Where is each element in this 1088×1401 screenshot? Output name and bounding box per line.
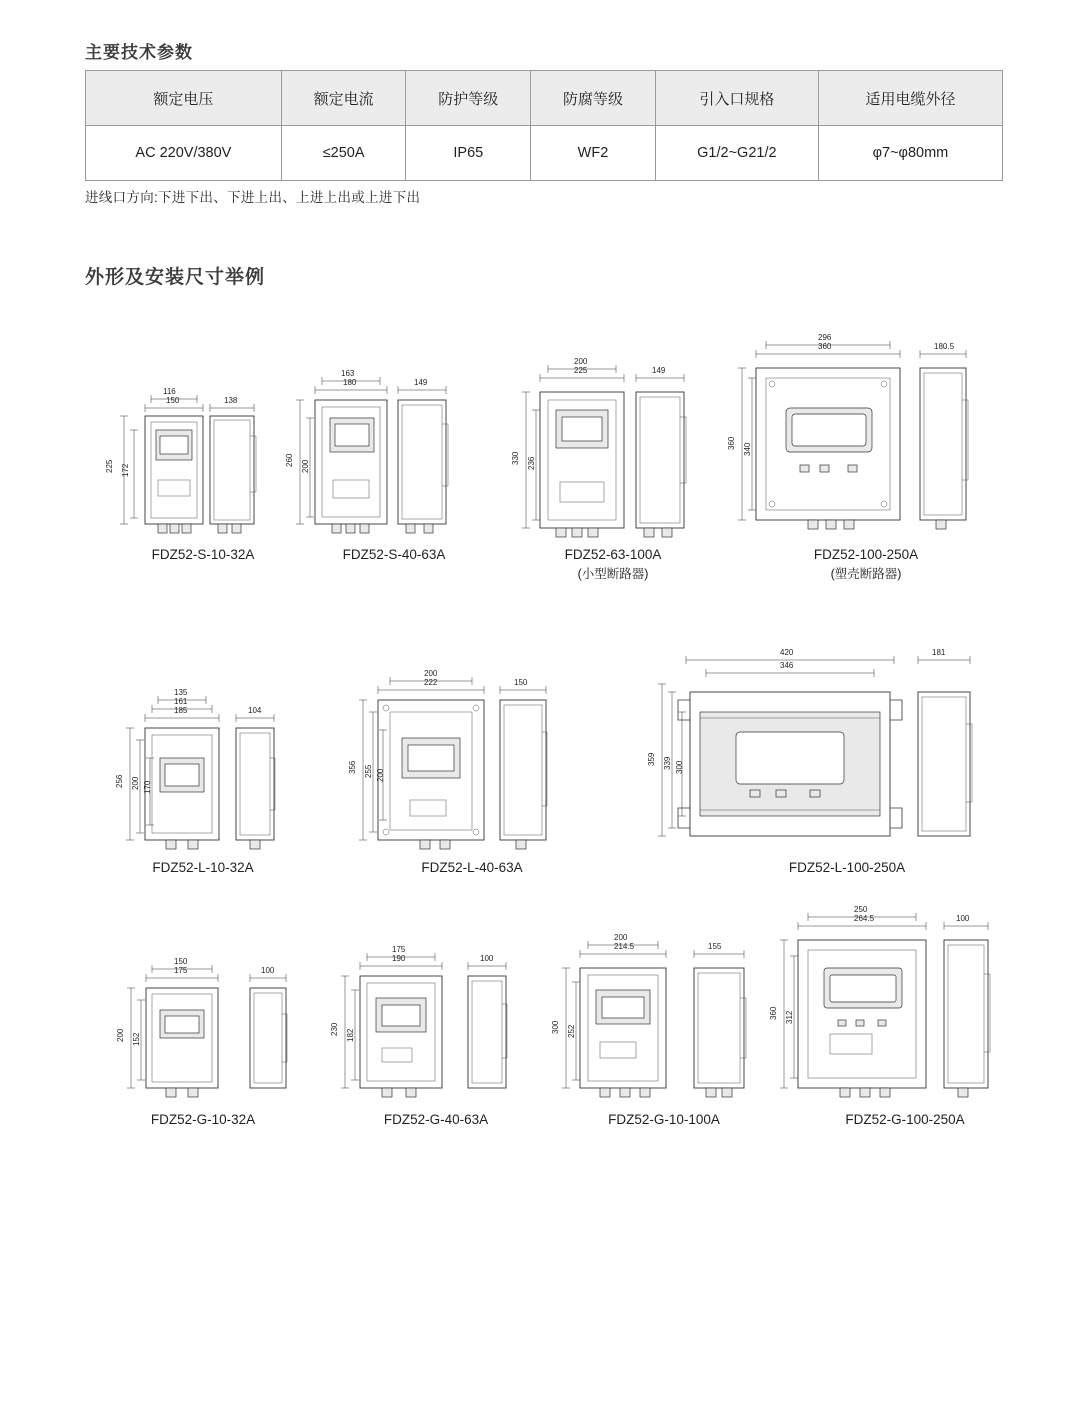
- caption-text: FDZ52-L-40-63A: [421, 860, 523, 875]
- svg-text:200: 200: [574, 357, 588, 366]
- svg-text:420: 420: [780, 648, 794, 657]
- spec-section-title: 主要技术参数: [85, 43, 193, 62]
- svg-text:150: 150: [166, 396, 180, 405]
- svg-text:250: 250: [854, 905, 868, 914]
- svg-text:359: 359: [647, 752, 656, 766]
- svg-text:300: 300: [675, 760, 684, 774]
- caption-subtext: (小型断路器): [577, 567, 649, 581]
- svg-text:180.5: 180.5: [934, 342, 955, 351]
- svg-text:300: 300: [551, 1020, 560, 1034]
- svg-text:255: 255: [364, 764, 373, 778]
- caption-text: FDZ52-L-100-250A: [788, 860, 906, 875]
- svg-text:155: 155: [708, 942, 722, 951]
- svg-text:190: 190: [392, 954, 406, 963]
- svg-text:312: 312: [785, 1010, 794, 1024]
- svg-text:264.5: 264.5: [854, 914, 875, 923]
- svg-text:163: 163: [341, 369, 355, 378]
- col-header-inlet: 引入口规格: [655, 71, 818, 126]
- drawing-fdz52-g-40-63a: [330, 945, 507, 1097]
- svg-text:340: 340: [743, 442, 752, 456]
- caption-text: FDZ52-G-100-250A: [845, 1112, 965, 1127]
- caption-text: FDZ52-S-40-63A: [342, 547, 446, 562]
- caption-fdz52-g-10-100a: [608, 1112, 720, 1127]
- caption-fdz52-s-40-63a: [343, 547, 446, 562]
- svg-text:360: 360: [769, 1006, 778, 1020]
- svg-text:356: 356: [348, 760, 357, 774]
- drawing-fdz52-l-40-63a: [348, 669, 547, 849]
- inlet-direction-note: 进线口方向:下进下出、下进上出、上进上出或上进下出: [85, 190, 421, 205]
- caption-fdz52-s-10-32a: [152, 547, 255, 562]
- col-header-corrosion: 防腐等级: [531, 71, 656, 126]
- drawing-fdz52-s-10-32a: [105, 387, 256, 533]
- svg-text:200: 200: [301, 459, 310, 473]
- svg-text:346: 346: [780, 661, 794, 670]
- svg-text:138: 138: [224, 396, 238, 405]
- svg-text:116: 116: [163, 387, 176, 396]
- svg-text:175: 175: [174, 966, 188, 975]
- svg-text:182: 182: [346, 1028, 355, 1042]
- technical-drawings-svg: [0, 320, 1088, 1150]
- caption-text: FDZ52-G-40-63A: [383, 1112, 489, 1127]
- caption-text: FDZ52-S-10-32A: [151, 547, 255, 562]
- svg-text:100: 100: [956, 914, 970, 923]
- svg-text:149: 149: [414, 378, 428, 387]
- svg-text:225: 225: [105, 459, 114, 473]
- svg-text:172: 172: [121, 463, 130, 477]
- svg-text:260: 260: [285, 453, 294, 467]
- svg-text:200: 200: [131, 776, 140, 790]
- caption-fdz52-63-100a: [565, 547, 662, 582]
- drawing-fdz52-s-40-63a: [285, 369, 448, 533]
- svg-text:225: 225: [574, 366, 588, 375]
- svg-text:104: 104: [248, 706, 262, 715]
- drawing-fdz52-l-10-32a: [115, 688, 275, 849]
- table-row: [86, 126, 1003, 181]
- drawing-fdz52-100-250a: [727, 333, 968, 529]
- caption-text: FDZ52-L-10-32A: [152, 860, 254, 875]
- svg-text:230: 230: [330, 1022, 339, 1036]
- svg-text:135: 135: [174, 688, 188, 697]
- svg-text:150: 150: [514, 678, 528, 687]
- svg-text:256: 256: [115, 774, 124, 788]
- caption-fdz52-g-10-32a: [151, 1112, 255, 1127]
- col-header-current: 额定电流: [281, 71, 406, 126]
- svg-text:149: 149: [652, 366, 666, 375]
- svg-text:339: 339: [663, 756, 672, 770]
- svg-text:360: 360: [818, 342, 832, 351]
- drawing-fdz52-g-10-32a: [116, 957, 287, 1097]
- cell-ip: IP65: [406, 126, 531, 181]
- col-header-voltage: 额定电压: [86, 71, 282, 126]
- caption-text: FDZ52-63-100A: [564, 547, 662, 562]
- drawing-fdz52-l-100-250a: [647, 648, 972, 836]
- svg-text:330: 330: [511, 451, 520, 465]
- caption-fdz52-l-10-32a: [152, 860, 253, 875]
- drawing-fdz52-g-100-250a: [769, 905, 990, 1097]
- caption-fdz52-l-100-250a: [789, 860, 905, 875]
- svg-text:252: 252: [567, 1024, 576, 1038]
- svg-text:175: 175: [392, 945, 406, 954]
- svg-text:200: 200: [116, 1028, 125, 1042]
- svg-text:170: 170: [143, 780, 152, 794]
- cell-corrosion: WF2: [531, 126, 656, 181]
- table-header-row: [86, 71, 1003, 126]
- cell-inlet: G1/2~G21/2: [655, 126, 818, 181]
- drawing-fdz52-g-10-100a: [551, 933, 746, 1097]
- drawing-fdz52-63-100a: [511, 357, 686, 537]
- spec-table: [85, 70, 1003, 181]
- svg-text:181: 181: [932, 648, 946, 657]
- col-header-ip: 防护等级: [406, 71, 531, 126]
- svg-text:150: 150: [174, 957, 188, 966]
- svg-text:185: 185: [174, 706, 188, 715]
- svg-text:180: 180: [343, 378, 357, 387]
- dimension-drawings-area: [0, 320, 1088, 1150]
- svg-text:200: 200: [424, 669, 438, 678]
- caption-text: FDZ52-100-250A: [813, 547, 919, 562]
- svg-text:200: 200: [614, 933, 628, 942]
- caption-fdz52-100-250a: [814, 547, 918, 582]
- svg-text:152: 152: [132, 1032, 141, 1046]
- caption-subtext: (塑壳断路器): [830, 567, 902, 581]
- svg-text:200: 200: [376, 768, 385, 782]
- svg-text:236: 236: [527, 456, 536, 470]
- caption-text: FDZ52-G-10-32A: [150, 1112, 256, 1127]
- col-header-cable-od: 适用电缆外径: [818, 71, 1002, 126]
- cell-current: ≤250A: [281, 126, 406, 181]
- caption-fdz52-g-40-63a: [384, 1112, 488, 1127]
- dimension-section-title: 外形及安装尺寸举例: [85, 267, 266, 288]
- caption-fdz52-l-40-63a: [421, 860, 522, 875]
- cell-voltage: AC 220V/380V: [86, 126, 282, 181]
- svg-text:214.5: 214.5: [614, 942, 635, 951]
- caption-text: FDZ52-G-10-100A: [608, 1112, 720, 1127]
- svg-text:296: 296: [818, 333, 832, 342]
- cell-cable-od: φ7~φ80mm: [818, 126, 1002, 181]
- svg-text:100: 100: [480, 954, 494, 963]
- svg-text:161: 161: [174, 697, 188, 706]
- svg-text:222: 222: [424, 678, 438, 687]
- svg-text:360: 360: [727, 436, 736, 450]
- caption-fdz52-g-100-250a: [845, 1112, 964, 1127]
- svg-text:100: 100: [261, 966, 275, 975]
